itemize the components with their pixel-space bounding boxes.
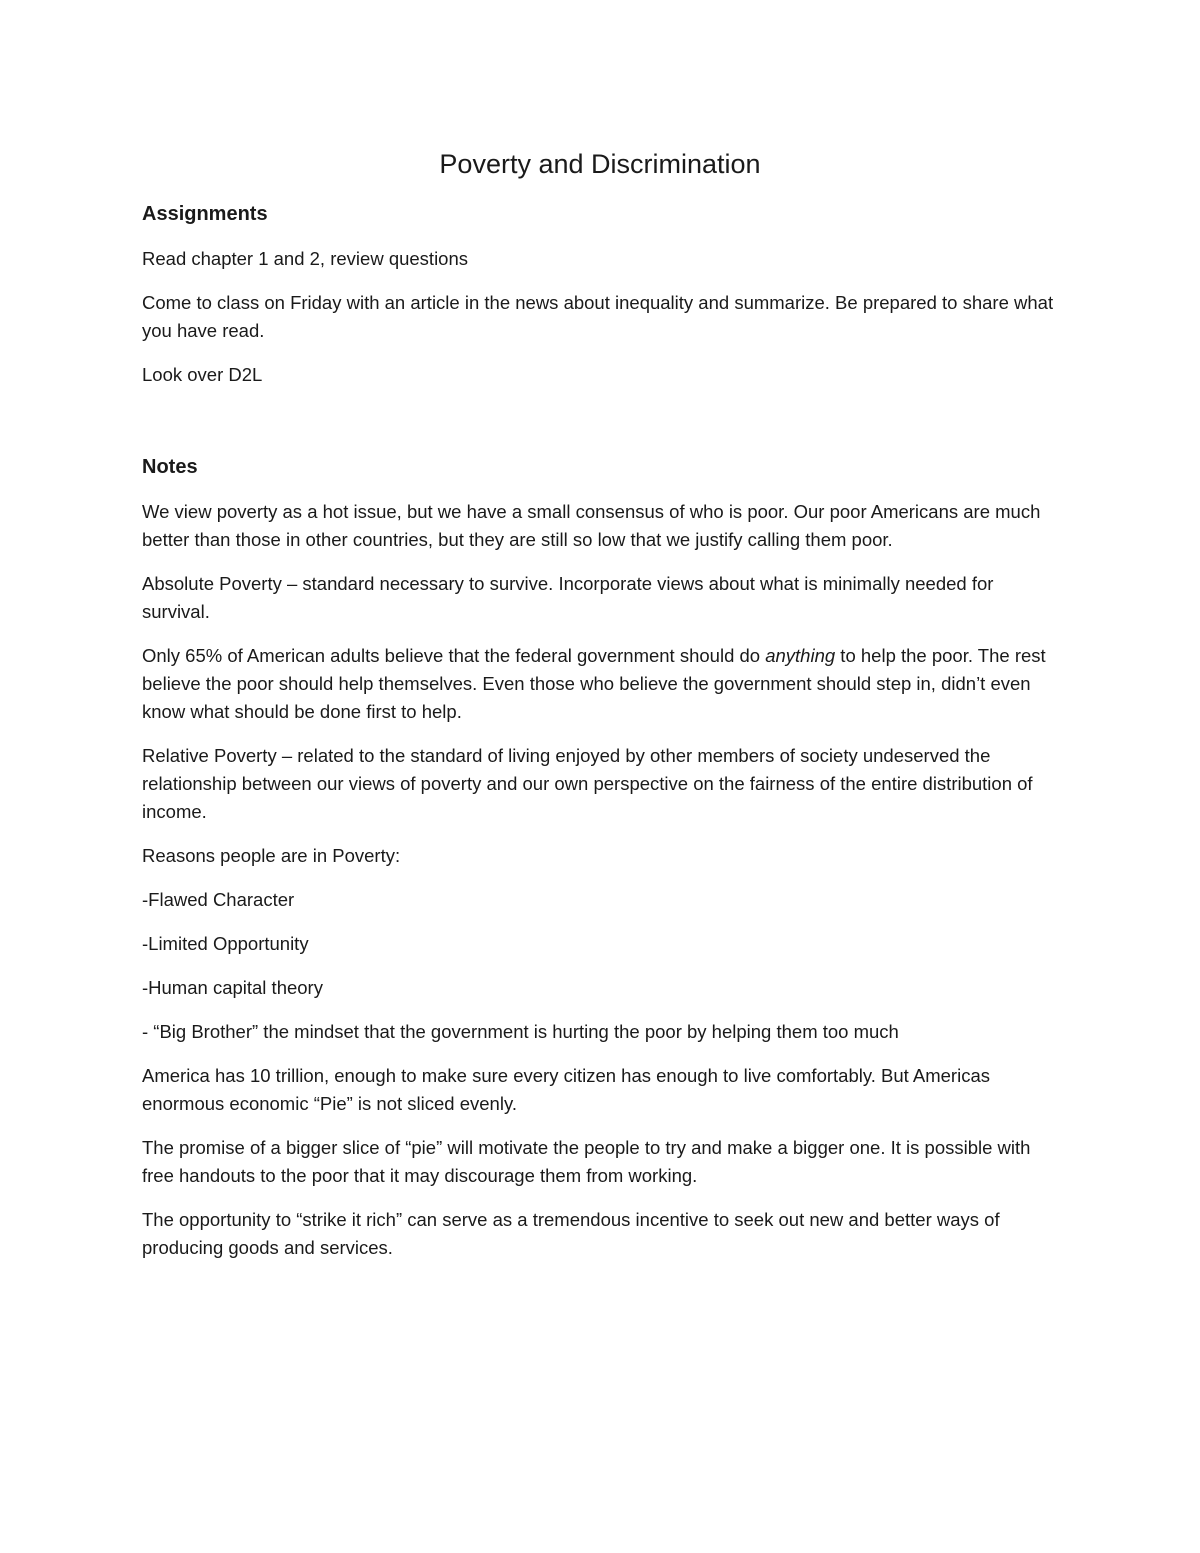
notes-text: to help the poor. The rest believe the poor should help themselves. Even those who believe the government should step in, didn’t even know what should be done first to help.	[142, 645, 1046, 722]
page-title: Poverty and Discrimination	[439, 149, 761, 179]
assignment-item: Look over D2L	[142, 364, 263, 385]
document-body	[142, 146, 1062, 1262]
reason-item: -Limited Opportunity	[142, 933, 309, 954]
notes-paragraph: America has 10 trillion, enough to make sure every citizen has enough to live comfortably. But Americas enormous economic “Pie” is not sliced evenly.	[142, 1065, 990, 1114]
notes-paragraph: Absolute Poverty – standard necessary to survive. Incorporate views about what is minimally needed for survival.	[142, 573, 994, 622]
notes-paragraph: The promise of a bigger slice of “pie” will motivate the people to try and make a bigger one. It is possible with free handouts to the poor that it may discourage them from working.	[142, 1137, 1031, 1186]
notes-paragraph: Relative Poverty – related to the standard of living enjoyed by other members of society undeserved the relationship between our views of poverty and our own perspective on the fairness of the entire distribution of income.	[142, 745, 1033, 822]
assignments-heading: Assignments	[142, 203, 268, 225]
assignment-item: Come to class on Friday with an article in the news about inequality and summarize. Be prepared to share what you have read.	[142, 292, 1054, 341]
notes-paragraph: The opportunity to “strike it rich” can serve as a tremendous incentive to seek out new and better ways of producing goods and services.	[142, 1209, 1000, 1258]
reason-item: - “Big Brother” the mindset that the government is hurting the poor by helping them too much	[142, 1021, 899, 1042]
notes-heading: Notes	[142, 456, 198, 478]
emphasis-text: anything	[765, 645, 836, 666]
notes-paragraph: We view poverty as a hot issue, but we have a small consensus of who is poor. Our poor Americans are much better than those in other countries, but they are still so low that we justify calling them poor.	[142, 501, 1041, 550]
notes-paragraph: Reasons people are in Poverty:	[142, 845, 401, 866]
reason-item: -Human capital theory	[142, 977, 323, 998]
reason-item: -Flawed Character	[142, 889, 295, 910]
notes-text: Only 65% of American adults believe that the federal government should do	[142, 645, 766, 666]
notes-paragraph	[142, 642, 1062, 726]
assignment-item: Read chapter 1 and 2, review questions	[142, 248, 469, 269]
